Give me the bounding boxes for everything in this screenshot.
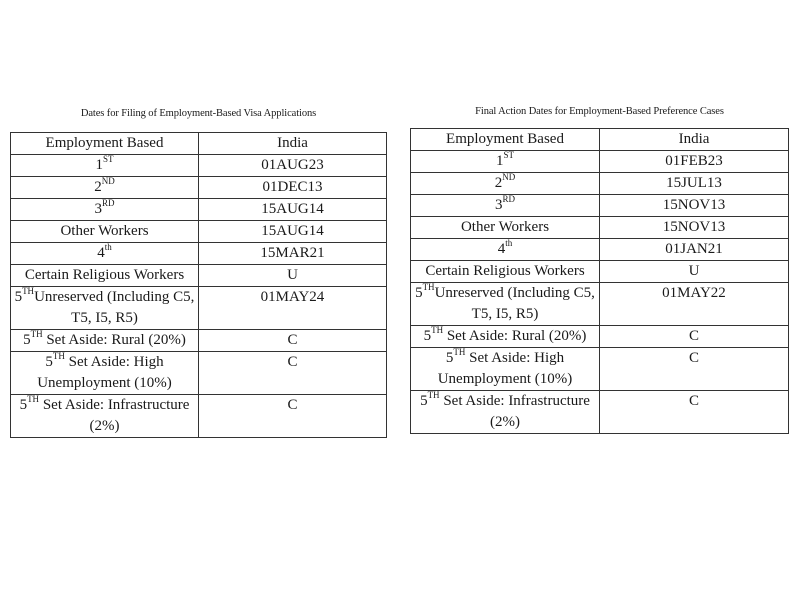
category-number: 3 — [494, 197, 503, 213]
table-row — [411, 261, 789, 283]
category-label: Other Workers — [60, 223, 149, 239]
table-header-row — [411, 129, 789, 151]
category-label: Set Aside: Infrastructure (2%) — [439, 393, 590, 430]
category-cell — [411, 239, 600, 261]
table-row — [11, 330, 387, 352]
table-row — [11, 221, 387, 243]
category-cell — [411, 326, 600, 348]
category-ordinal: TH — [422, 282, 435, 292]
table-row — [11, 199, 387, 221]
date-cell: 15MAR21 — [199, 243, 387, 265]
final-action-dates-panel — [410, 104, 789, 434]
category-number: 5 — [423, 328, 432, 344]
date-cell: 01AUG23 — [199, 155, 387, 177]
category-label: Other Workers — [460, 219, 550, 235]
table-row — [411, 195, 789, 217]
category-cell — [411, 195, 600, 217]
category-label: Unreserved (Including C5, T5, I5, R5) — [434, 285, 595, 322]
category-number: 3 — [94, 201, 102, 217]
category-ordinal: TH — [27, 394, 40, 404]
category-label: Set Aside: High Unemployment (10%) — [37, 354, 172, 391]
category-ordinal: TH — [453, 347, 466, 357]
date-cell: 01MAY24 — [199, 287, 387, 330]
date-cell: C — [199, 330, 387, 352]
table-row — [411, 173, 789, 195]
date-cell: C — [600, 348, 789, 391]
category-cell — [11, 243, 199, 265]
table-row — [11, 177, 387, 199]
final-action-dates-table — [410, 128, 789, 434]
table-row — [411, 239, 789, 261]
table-row — [11, 287, 387, 330]
table-header-row — [11, 133, 387, 155]
category-ordinal: RD — [101, 198, 115, 208]
category-number: 2 — [494, 175, 503, 191]
category-label: Set Aside: High Unemployment (10%) — [437, 350, 573, 387]
category-label: Set Aside: Infrastructure (2%) — [39, 397, 190, 434]
category-label: Unreserved (Including C5, T5, I5, R5) — [34, 289, 195, 326]
category-cell — [411, 391, 600, 434]
category-number: 4 — [497, 241, 506, 257]
category-cell — [411, 348, 600, 391]
category-cell — [411, 283, 600, 326]
category-cell — [11, 352, 199, 395]
category-cell — [11, 265, 199, 287]
table-row — [411, 151, 789, 173]
category-number: 5 — [445, 350, 454, 366]
date-cell: C — [600, 326, 789, 348]
table-row — [11, 155, 387, 177]
column-header-country: India — [600, 129, 789, 151]
category-cell — [411, 151, 600, 173]
column-header-country: India — [199, 133, 387, 155]
category-ordinal: th — [505, 238, 513, 248]
date-cell: C — [199, 352, 387, 395]
date-cell: 15AUG14 — [199, 221, 387, 243]
category-cell — [411, 173, 600, 195]
category-ordinal: TH — [431, 325, 444, 335]
table-row — [11, 243, 387, 265]
category-label: Certain Religious Workers — [24, 267, 185, 283]
date-cell: 01MAY22 — [600, 283, 789, 326]
category-ordinal: ST — [102, 154, 114, 164]
column-header-category: Employment Based — [411, 129, 600, 151]
category-number: 4 — [97, 245, 105, 261]
category-ordinal: ND — [101, 176, 115, 186]
category-ordinal: TH — [52, 351, 65, 361]
category-number: 5 — [45, 354, 53, 370]
category-ordinal: ST — [503, 150, 514, 160]
category-number: 5 — [415, 285, 423, 301]
category-cell — [11, 395, 199, 438]
category-cell — [11, 330, 199, 352]
category-cell — [11, 199, 199, 221]
category-cell — [11, 177, 199, 199]
category-cell — [11, 287, 199, 330]
category-ordinal: TH — [22, 286, 35, 296]
category-number: 5 — [420, 393, 428, 409]
table-row — [411, 326, 789, 348]
table-row — [11, 352, 387, 395]
category-number: 1 — [95, 157, 103, 173]
category-cell — [11, 155, 199, 177]
category-ordinal: ND — [502, 172, 516, 182]
category-cell — [411, 261, 600, 283]
date-cell: C — [199, 395, 387, 438]
date-cell: U — [199, 265, 387, 287]
category-number: 5 — [23, 332, 31, 348]
table-row — [411, 391, 789, 434]
date-cell: 01JAN21 — [600, 239, 789, 261]
final-action-dates-caption: Final Action Dates for Employment-Based Preference Cases — [475, 106, 724, 117]
date-cell: 01DEC13 — [199, 177, 387, 199]
filing-dates-panel — [10, 106, 387, 438]
date-cell: 01FEB23 — [600, 151, 789, 173]
date-cell: 15AUG14 — [199, 199, 387, 221]
category-number: 5 — [14, 289, 23, 305]
date-cell: U — [600, 261, 789, 283]
category-number: 2 — [94, 179, 102, 195]
column-header-category: Employment Based — [11, 133, 199, 155]
date-cell: 15NOV13 — [600, 217, 789, 239]
category-number: 5 — [19, 397, 28, 413]
table-row — [11, 265, 387, 287]
table-row — [411, 348, 789, 391]
table-row — [411, 217, 789, 239]
category-label: Certain Religious Workers — [425, 263, 585, 279]
category-label: Set Aside: Rural (20%) — [42, 332, 186, 348]
table-row — [411, 283, 789, 326]
category-ordinal: RD — [502, 194, 515, 204]
category-ordinal: TH — [427, 390, 440, 400]
category-label: Set Aside: Rural (20%) — [443, 328, 587, 344]
category-ordinal: th — [104, 242, 112, 252]
filing-dates-caption: Dates for Filing of Employment-Based Visa Applications — [80, 108, 317, 119]
category-cell — [411, 217, 600, 239]
date-cell: 15NOV13 — [600, 195, 789, 217]
filing-dates-table — [10, 132, 387, 438]
date-cell: 15JUL13 — [600, 173, 789, 195]
table-row — [11, 395, 387, 438]
date-cell: C — [600, 391, 789, 434]
category-number: 1 — [495, 153, 504, 169]
category-ordinal: TH — [30, 329, 43, 339]
category-cell — [11, 221, 199, 243]
